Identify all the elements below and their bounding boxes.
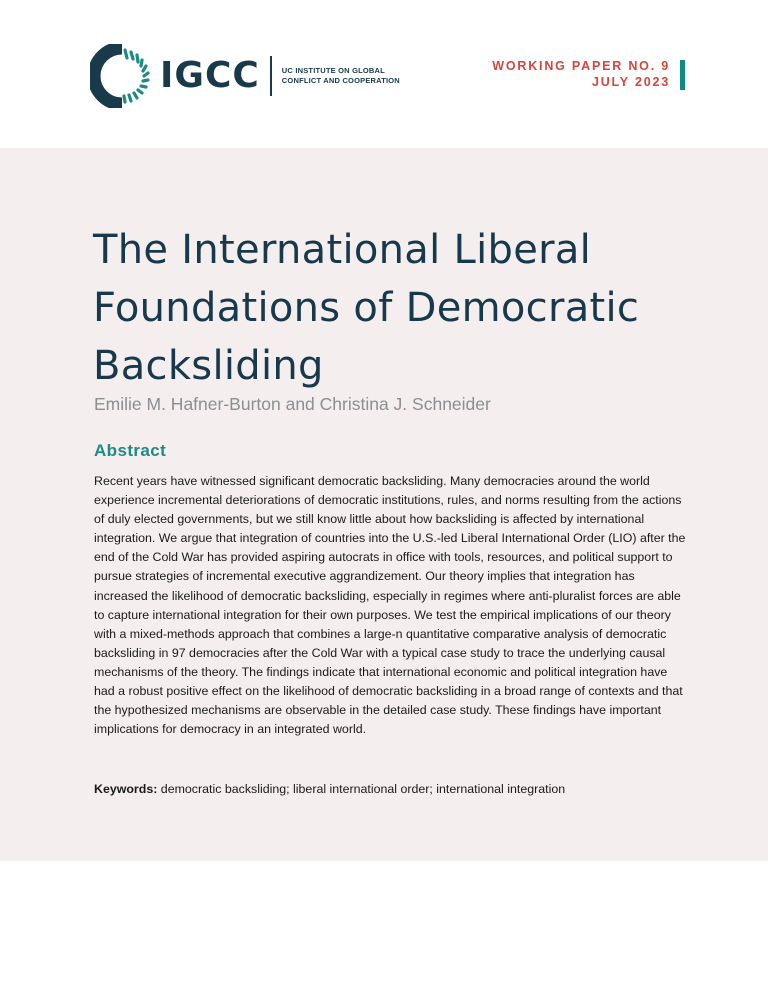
keywords-label: Keywords: — [94, 782, 158, 796]
logo-wordmark: IGCC — [160, 55, 260, 96]
keywords-text: democratic backsliding; liberal international order; international integration — [157, 782, 566, 796]
paper-title-line-3: Backsliding — [93, 343, 324, 389]
working-paper-info — [492, 58, 670, 90]
logo-subtitle-line-2: CONFLICT AND COOPERATION — [281, 76, 400, 85]
paper-title-line-1: The International Liberal — [93, 227, 592, 273]
working-paper-number: WORKING PAPER NO. 9 — [492, 59, 670, 73]
keywords — [94, 782, 690, 796]
accent-bar — [680, 60, 685, 90]
logo-divider — [270, 56, 272, 96]
publication-date: JULY 2023 — [591, 75, 670, 89]
cover-panel — [0, 148, 768, 861]
abstract-heading: Abstract — [94, 441, 167, 460]
paper-title-line-2: Foundations of Democratic — [93, 285, 640, 331]
paper-authors: Emilie M. Hafner-Burton and Christina J. Schneider — [94, 394, 491, 414]
logo-subtitle-line-1: UC INSTITUTE ON GLOBAL — [281, 66, 385, 75]
page-header — [0, 0, 768, 148]
logo-subtitle — [282, 66, 400, 86]
paper-title — [93, 221, 693, 395]
igcc-logo — [90, 44, 400, 108]
abstract-text: Recent years have witnessed significant democratic backsliding. Many democracies around the world experience incremental deteriorations of democratic institutions, rules, and norms resulting from the actions of duly elected governments, but we still know little about how backsliding is affected by international integration. We argue that integration of countries into the U.S.-led Liberal International Order (LIO) after the end of the Cold War has provided aspiring autocrats in office with tools, resources, and political support to pursue strategies of incremental executive aggrandizement. Our theory implies that integration has increased the likelihood of democratic backsliding, especially in regimes where anti-pluralist forces are able to capture international integration for their own purposes. We test the empirical implications of our theory with a mixed-methods approach that combines a large-n quantitative comparative analysis of democratic backsliding in 97 democracies after the Cold War with a typical case study to trace the underlying causal mechanisms of the theory. The findings indicate that international economic and political integration have had a robust positive effect on the likelihood of democratic backsliding in a broad range of contexts and that the hypothesized mechanisms are observable in the detailed case study. These findings have important implications for democracy in an integrated world. — [94, 474, 686, 737]
igcc-logo-icon — [90, 44, 154, 108]
